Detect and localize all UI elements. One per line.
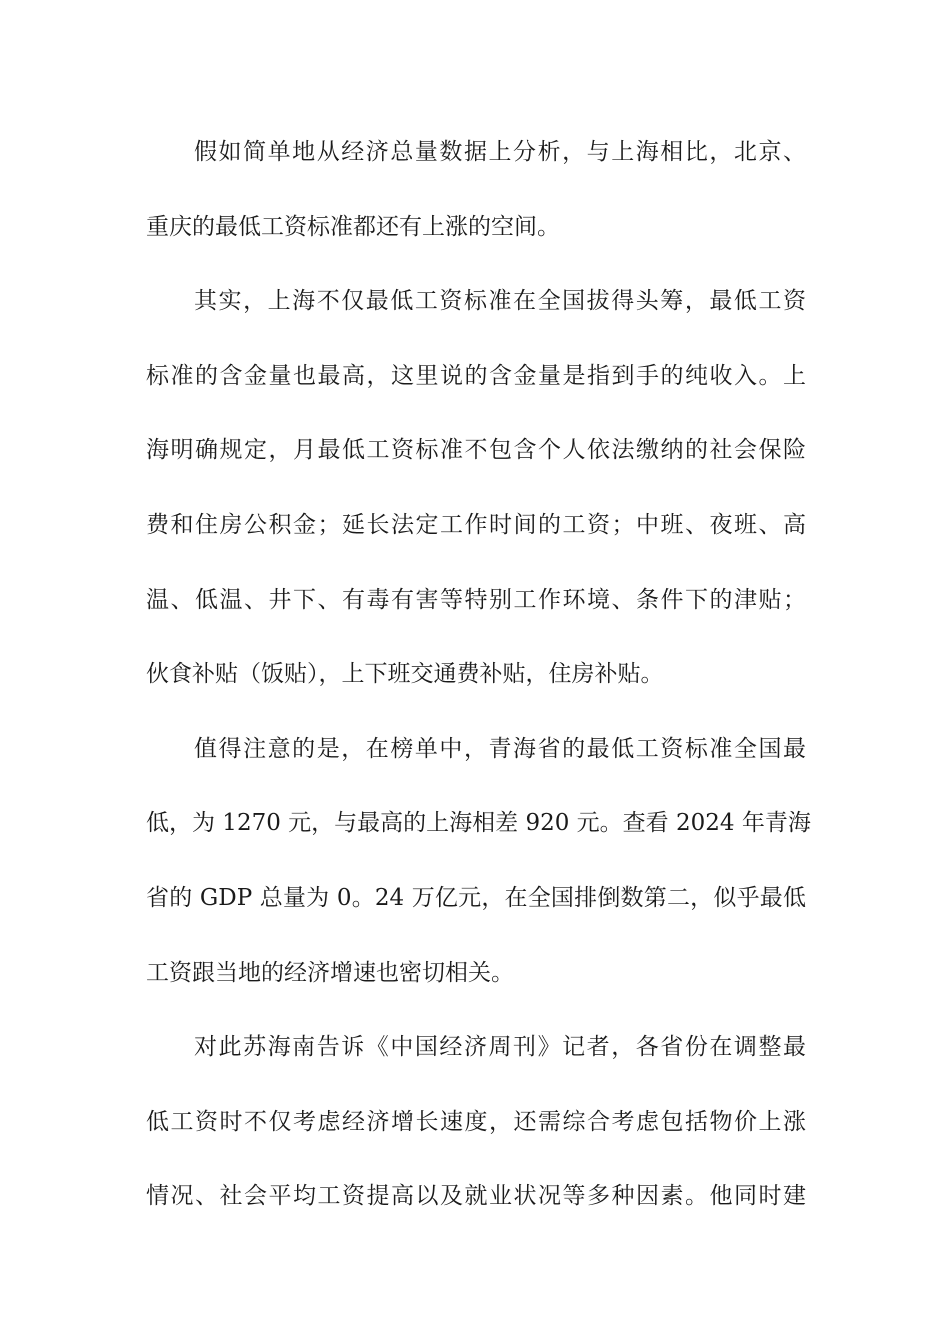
text-line: 其实，上海不仅最低工资标准在全国拔得头筹，最低工资 [194,288,806,315]
text-line: 伙食补贴（饭贴），上下班交通费补贴，住房补贴。 [146,661,664,688]
text-line: 费和住房公积金；延长法定工作时间的工资；中班、夜班、高 [146,511,806,538]
document-body [146,128,811,1247]
text-line: 低，为 1270 元，与最高的上海相差 920 元。查看 2024 年青海 [146,810,811,837]
text-line: 对此苏海南告诉《中国经济周刊》记者，各省份在调整最 [194,1034,806,1061]
text-line: 工资跟当地的经济增速也密切相关。 [146,959,514,986]
text-line: 标准的含金量也最高，这里说的含金量是指到手的纯收入。上 [146,362,806,389]
text-line: 海明确规定，月最低工资标准不包含个人依法缴纳的社会保险 [146,437,806,464]
text-line: 温、低温、井下、有毒有害等特别工作环境、条件下的津贴； [146,586,806,613]
text-line: 重庆的最低工资标准都还有上涨的空间。 [146,213,560,240]
text-line: 情况、社会平均工资提高以及就业状况等多种因素。他同时建 [146,1183,806,1210]
text-line: 低工资时不仅考虑经济增长速度，还需综合考虑包括物价上涨 [146,1108,806,1135]
text-line: 省的 GDP 总量为 0。24 万亿元，在全国排倒数第二，似乎最低 [146,884,806,911]
text-line: 假如简单地从经济总量数据上分析，与上海相比，北京、 [194,139,806,165]
text-line: 值得注意的是，在榜单中，青海省的最低工资标准全国最 [194,735,806,762]
